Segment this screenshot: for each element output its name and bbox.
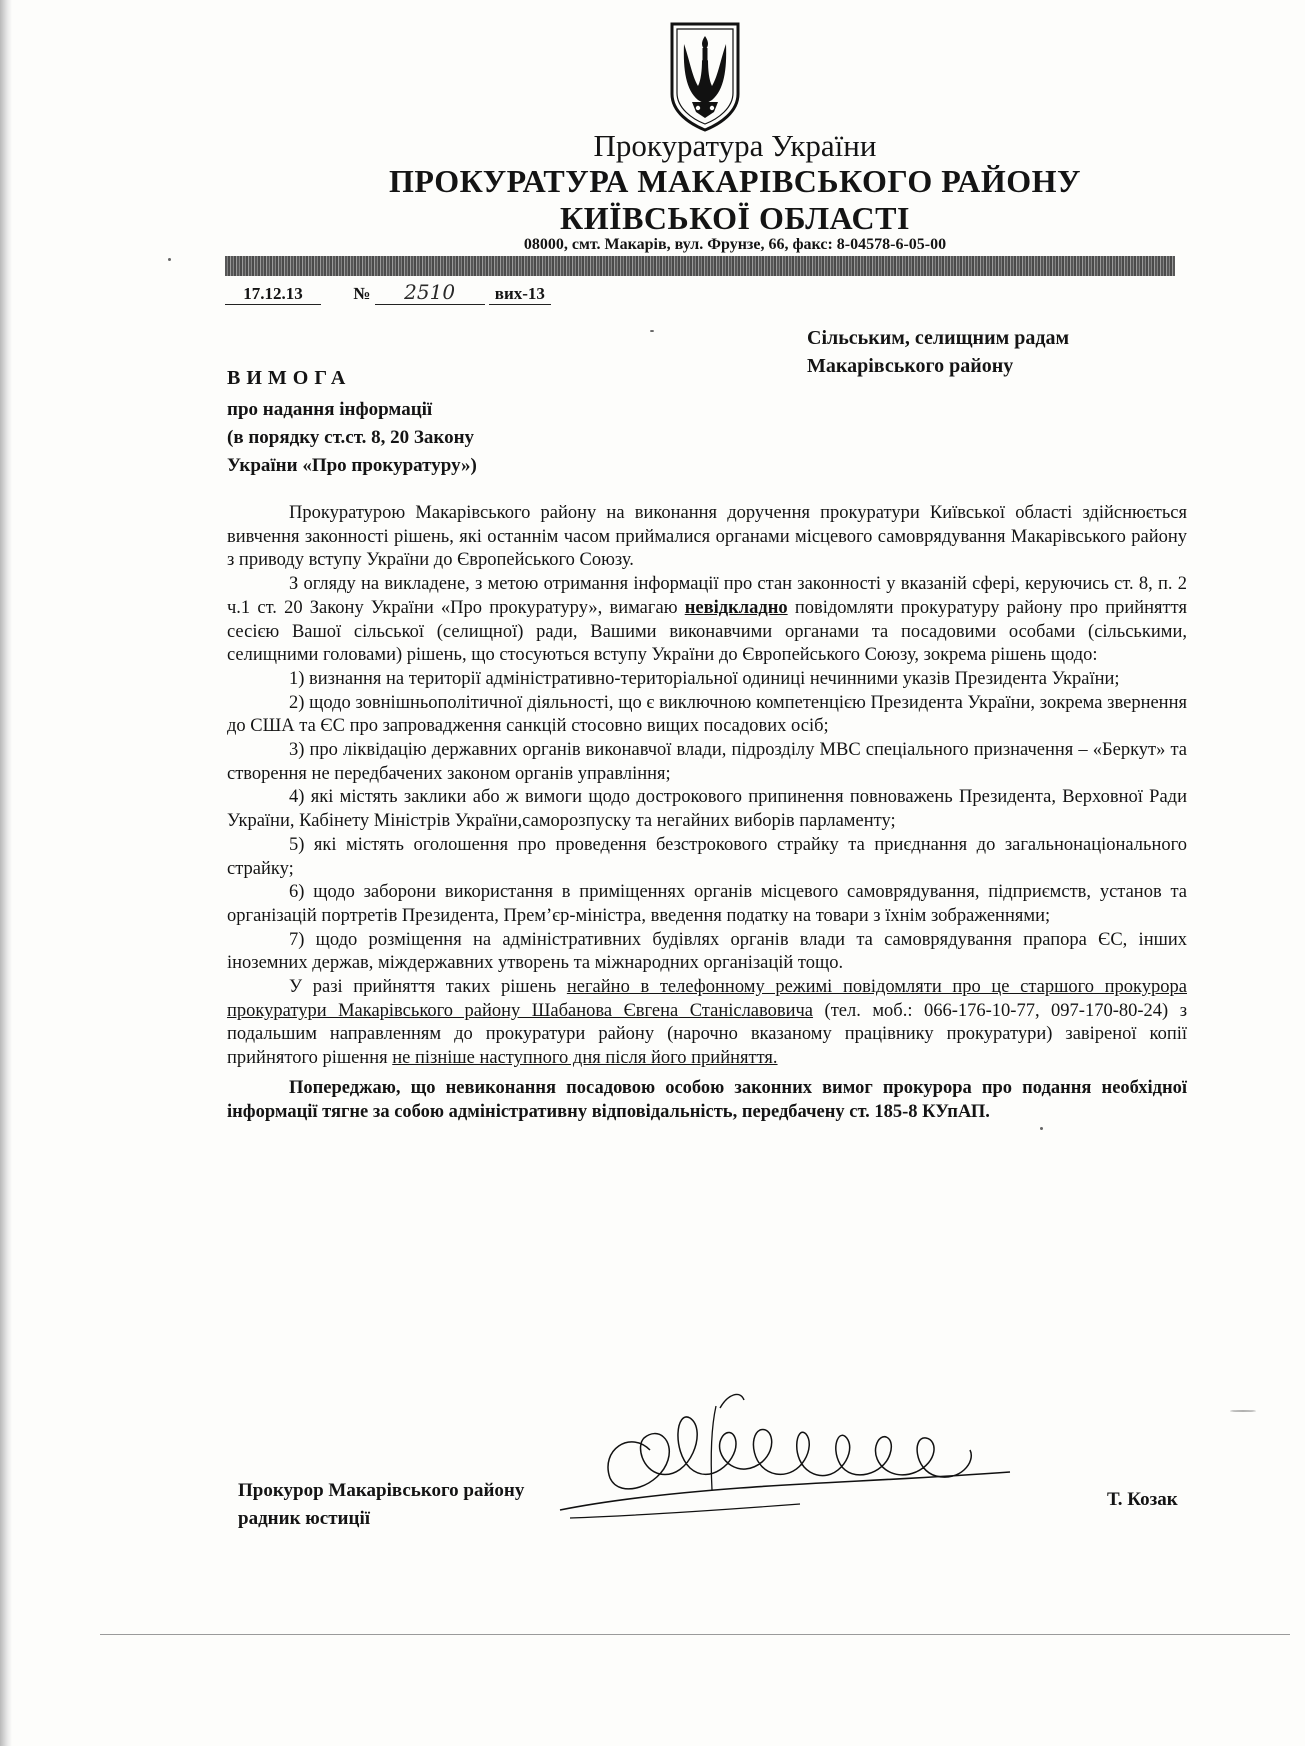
- scan-edge: [0, 0, 12, 1746]
- addressee: [807, 324, 1069, 380]
- paragraph-demand: [227, 573, 1187, 668]
- list-item-5: 5) які містять оголошення про проведення безстрокового страйку та приєднання до загальнонаціонального страйку;: [227, 834, 1187, 879]
- subtitle-line-1: про надання інформації: [227, 399, 433, 420]
- trident-coat-of-arms-icon: [668, 20, 742, 132]
- scan-speck: [650, 330, 654, 332]
- registration-line: [225, 280, 551, 305]
- list-item-1: 1) визнання на території адміністративно-територіальної одиниці нечинними указів Президента України;: [289, 668, 1120, 689]
- paragraph-warning: Попереджаю, що невиконання посадовою особою законних вимог прокурора про подання необхідної інформації тягне за собою адміністративну відповідальність, передбачену ст. 185-8 КУпАП.: [227, 1077, 1187, 1122]
- list-item-7: 7) щодо розміщення на адміністративних будівлях органів влади та самоврядування прапора ЄС, інших іноземних держав, міждержавних утворень та міжнародних організацій тощо.: [227, 929, 1187, 974]
- registration-date: 17.12.13: [225, 284, 321, 305]
- signer-name: Т. Козак: [1107, 1489, 1178, 1510]
- instructions-underlined-1: негайно в телефонному режимі повідомляти про це старшого прокурора прокуратури Макарівського району Шабанова Євгена Станіславовича: [227, 977, 1187, 1021]
- list-item-3: 3) про ліквідацію державних органів виконавчої влади, підрозділу МВС спеціального призначення – «Беркут» та створення не передбачених законом органів управління;: [227, 740, 1187, 784]
- scan-speck: [1040, 1127, 1043, 1130]
- registration-number: 2510: [375, 280, 485, 305]
- instructions-text-1: У разі прийняття таких рішень: [289, 977, 557, 998]
- subtitle-line-2: (в порядку ст.ст. 8, 20 Закону: [227, 427, 475, 448]
- demand-text-2: повідомляти прокуратуру району про прийняття сесією Вашої сільської (селищної) ради, Вашими виконавчими органами та посадовими особами (сільськими, селищними головами) рішень, що стосуються вступу України до Європейського Союзу, зокрема рішень щодо:: [227, 597, 1187, 666]
- handwritten-signature-icon: [540, 1390, 1040, 1540]
- signer-position-line-2: радник юстиції: [238, 1508, 371, 1529]
- registration-number-label: №: [353, 284, 371, 303]
- scan-speck: [1230, 1410, 1256, 1412]
- addressee-line-1: Сільським, селищним радам: [807, 327, 1070, 349]
- document-title: ВИМОГА: [227, 367, 352, 389]
- document-body: [227, 502, 1187, 1124]
- paragraph-intro: Прокуратурою Макарівського району на виконання доручення прокуратури Київської області здійснюється вивчення законності рішень, які останнім часом приймалися органами місцевого самоврядування Макарівського району з приводу вступу України до Європейського Союзу.: [227, 503, 1187, 571]
- scan-speck: [168, 258, 171, 261]
- header-address: 08000, смт. Макарів, вул. Фрунзе, 66, факс: 8-04578-6-05-00: [523, 236, 947, 253]
- instructions-underlined-2: не пізніше наступного дня після його прийняття.: [392, 1048, 778, 1069]
- list-item-6: 6) щодо заборони використання в приміщеннях органів місцевого самоврядування, підприємств, установ та організацій портретів Президента, Прем’єр-міністра, введення податку на товари з їхнім зображеннями;: [227, 882, 1187, 926]
- document-subtitle: [227, 396, 477, 480]
- list-item-4: 4) які містять заклики або ж вимоги щодо дострокового припинення повноважень Президента, Верховної Ради України, Кабінету Міністрів України,саморозпуску та негайних виборів парламенту;: [227, 787, 1187, 832]
- registration-suffix: вих-13: [489, 284, 551, 305]
- header-line-1: Прокуратура України: [593, 128, 877, 163]
- signer-position: [238, 1477, 524, 1533]
- scan-footer-line: [100, 1634, 1290, 1635]
- subtitle-line-3: України «Про прокуратуру»): [227, 455, 477, 476]
- addressee-line-2: Макарівського району: [807, 355, 1014, 377]
- header-divider-band: [225, 256, 1175, 276]
- demand-emphasis: невідкладно: [684, 597, 788, 618]
- paragraph-instructions: [227, 976, 1187, 1071]
- instructions-text-2: (тел. моб.: 066-176-10-77, 097-170-80-24) з подальшим направленням до прокуратури району (нарочно вказаному працівнику прокуратури) завіреної копії прийнятого рішення: [227, 1000, 1187, 1069]
- header-line-2: ПРОКУРАТУРА МАКАРІВСЬКОГО РАЙОНУ: [388, 163, 1082, 199]
- header-line-3: КИЇВСЬКОЇ ОБЛАСТІ: [560, 200, 910, 236]
- list-item-2: 2) щодо зовнішньополітичної діяльності, що є виключною компетенцією Президента України, зокрема звернення до США та ЄС про запровадження санкцій стосовно вищих посадових осіб;: [227, 692, 1187, 737]
- demand-text-1: З огляду на викладене, з метою отримання інформації про стан законності у вказаній сфері, керуючись ст. 8, п. 2 ч.1 ст. 20 Закону України «Про прокуратуру», вимагаю: [227, 574, 1187, 618]
- signer-position-line-1: Прокурор Макарівського району: [238, 1480, 525, 1501]
